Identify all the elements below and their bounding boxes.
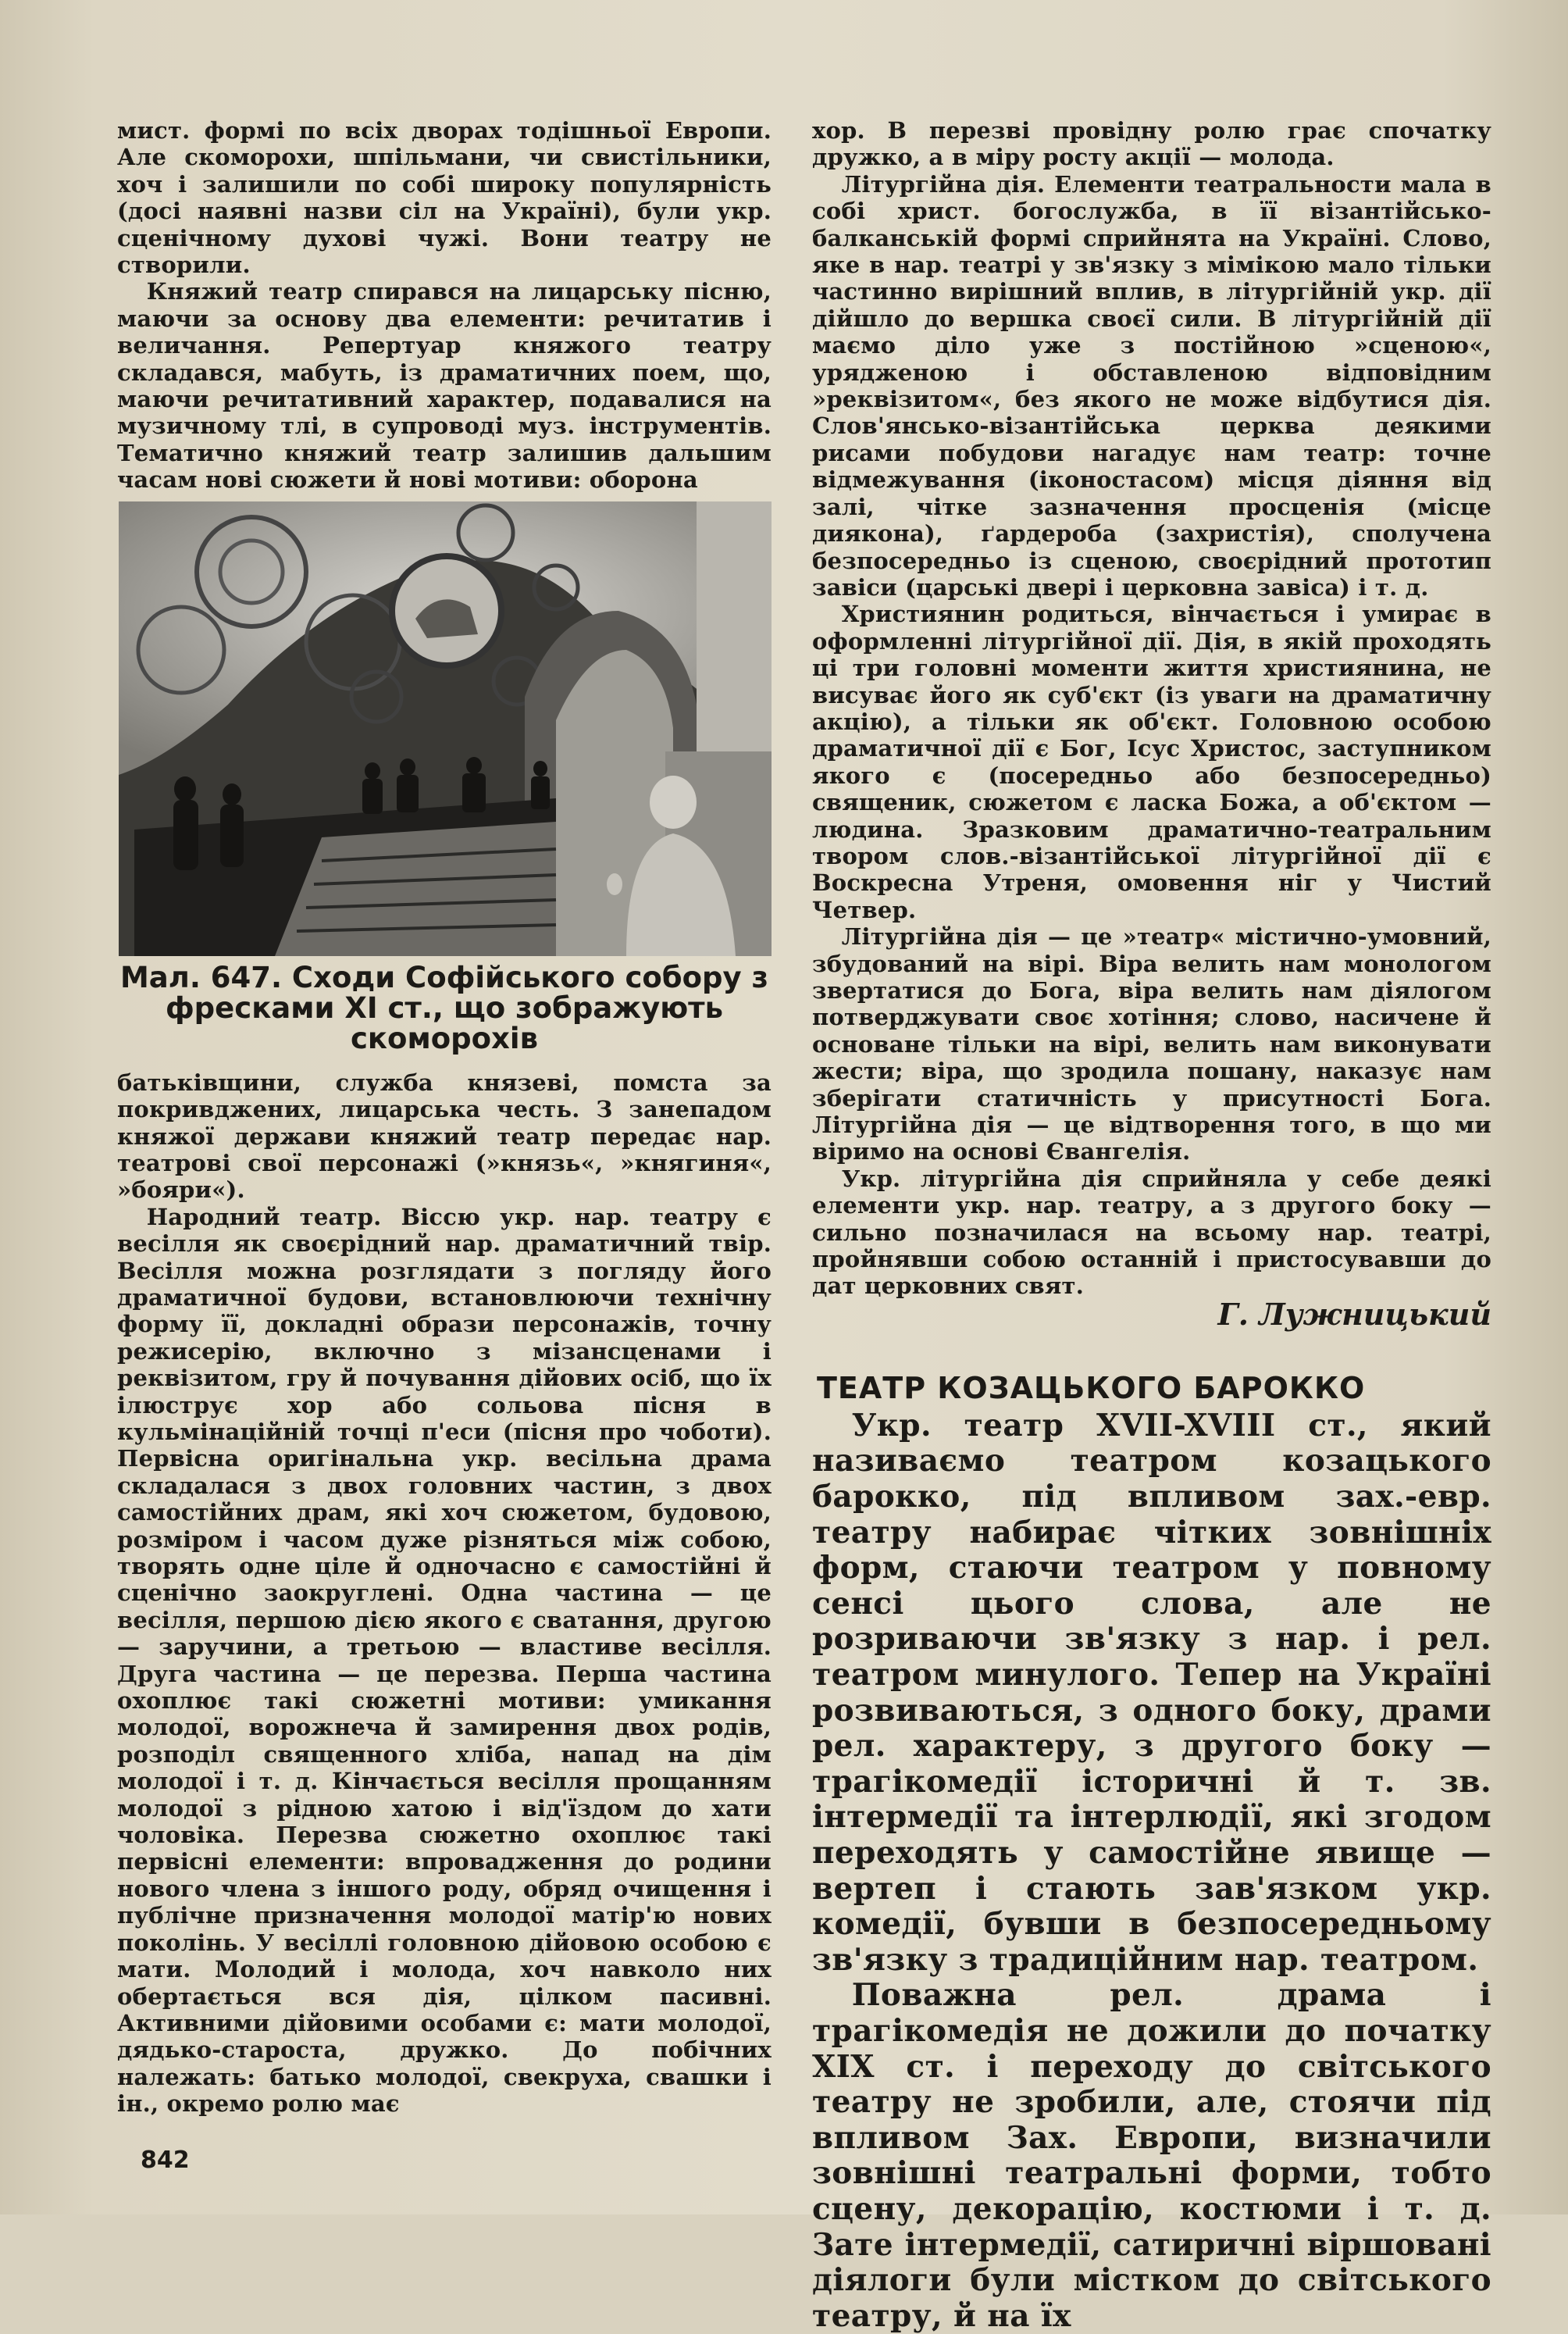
fresco-illustration xyxy=(119,501,772,956)
paragraph: Народний театр. Віссю укр. нар. театру є весілля як своєрідний нар. драматичний твір. Весілля можна розглядати з погляду його драматичної будови, встановлюючи технічну форму її, докладні образи персонажів, точну режисерію, включно з мізансценами і реквізитом, гру й почування дійових осіб, що їх ілюструє хор або сольова пісня в кульмінаційній точці п'еси (пісня про чоботи). Первісна оригінальна укр. весільна драма складалася з двох головних частин, з двох самостійних драм, які хоч сюжетом, будовою, розміром і часом дуже різняться між собою, творять одне ціле й одночасно є самостійні й сценічно заокруглені. Одна частина — це весілля, першою дією якого є сватання, другою — заручини, а третьою — властиве весілля. Друга частина — це перезва. Перша частина охоплює такі сюжетні мотиви: умикання молодої, ворожнеча й замирення двох родів, розподіл священного хліба, напад на дім молодої і т. д. Кінчається весілля прощанням молодої з рідною хатою і від'їздом до хати чоловіка. Перезва сюжетно охоплює такі первісні елементи: впровадження до родини нового члена з іншого роду, обряд очищення і публічне призначення молодої матір'ю нових поколінь. У весіллі головною дійовою особою є мати. Молодий і молода, хоч навколо них обертається вся дія, цілком пасивні. Активними дійовими особами є: мати молодої, дядько-староста, дружко. До побічних належать: батько молодої, свекруха, свашки і ін., окремо ролю має xyxy=(117,1203,772,2118)
right-column xyxy=(812,117,1491,2334)
section-body xyxy=(812,1408,1491,2334)
paragraph: мист. формі по всіх дворах тодішньої Европи. Але скоморохи, шпільмани, чи свистільники, хоч і залишили по собі широку популярність (досі наявні назви сіл на Україні), були укр. сценічному духові чужі. Вони театру не створили. xyxy=(117,117,772,279)
figure-caption: Мал. 647. Сходи Софійського собору з фресками XI ст., що зображують скоморохів xyxy=(119,960,769,1055)
paragraph: хор. В перезві провідну ролю грає спочатку дружко, а в міру росту акції — молода. xyxy=(812,117,1491,171)
paragraph: Літургійна дія — це »театр« містично-умовний, збудований на вірі. Віра велить нам монологом звертатися до Бога, віра велить нам діялогом потверджувати своє хотіння; слово, насичене й основане тільки на вірі, велить нам виконувати жести; віра, що зродила пошану, наказує нам зберігати статичність у присутності Бога. Літургійна дія — це відтворення того, в що ми віримо на основі Євангелія. xyxy=(812,923,1491,1165)
left-column xyxy=(117,117,772,2118)
paragraph: Літургійна дія. Елементи театральности мала в собі христ. богослужба, в її візантійсько-балканській формі сприйнята на Україні. Слово, яке в нар. театрі у зв'язку з мімікою мало тільки частинно вирішний вплив, в літургійній укр. дії дійшло до вершка своєї сили. В літургійній дії маємо діло уже з постійною »сценою«, урядженою і обставленою відповідним »реквізитом«, без якого не може відбутися дія. Слов'янсько-візантійська церква деякими рисами побудови нагадує нам театр: точне відмежування (іконостасом) місця діяння від залі, чітке зазначення просценія (місце диякона), ґардероба (захристія), сполучена безпосередньо із сценою, своєрідний прототип завіси (царські двері і церковна завіса) і т. д. xyxy=(812,170,1491,601)
paragraph: батьківщини, служба князеві, помста за покривджених, лицарська честь. З занепадом княжої держави княжий театр передає нар. театрові свої персонажі (»князь«, »княгиня«, »бояри«). xyxy=(117,1069,772,1204)
paragraph: Княжий театр спирався на лицарську пісню, маючи за основу два елементи: речитатив і величання. Репертуар княжого театру складався, мабуть, із драматичних поем, що, маючи речитативний характер, подавалися на музичному тлі, в супроводі муз. інструментів. Тематично княжий театр залишив дальшим часам нові сюжети й нові мотиви: оборона xyxy=(117,278,772,494)
section-title: ТЕАТР КОЗАЦЬКОГО БАРОККО xyxy=(817,1370,1366,1405)
fresco-photo xyxy=(119,501,772,956)
page-number: 842 xyxy=(141,2147,190,2174)
paragraph: Укр. літургійна дія сприйняла у себе деякі елементи укр. нар. театру, а з другого боку — сильно позначилася на всьому нар. театрі, пройнявши собою останній і пристосувавши до дат церковних свят. xyxy=(812,1165,1491,1300)
paragraph: Християнин родиться, вінчається і умирає в оформленні літургійної дії. Дія, в якій проходять ці три головні моменти життя християнина, не висуває його як суб'єкт (із уваги на драматичну акцію), а тільки як об'єкт. Головною особою драматичної дії є Бог, Ісус Христос, заступником якого є (посередньо або безпосередньо) священик, сюжетом є ласка Божа, а об'єктом — людина. Зразковим драматично-театральним твором слов.-візантійської літургійної дії є Воскресна Утреня, омовення ніг у Чистий Четвер. xyxy=(812,601,1491,923)
paragraph: Поважна рел. драма і трагікомедія не дожили до початку XIX ст. і переходу до світського театру не зробили, але, стоячи під впливом Зах. Европи, визначили зовнішні театральні форми, тобто сцену, декорацію, костюми і т. д. Зате інтермедії, сатиричні віршовані діялоги були містком до світського театру, й на їх xyxy=(812,1977,1491,2334)
author-signature: Г. Лужницький xyxy=(1217,1296,1491,1332)
paragraph: Укр. театр XVII-XVIII ст., який називаємо театром козацького барокко, під впливом зах.-евр. театру набирає чітких зовнішніх форм, стаючи театром у повному сенсі цього слова, але не розриваючи зв'язку з нар. і рел. театром минулого. Тепер на Україні розвиваються, з одного боку, драми рел. характеру, з другого боку — трагікомедії історичні й т. зв. інтермедії та інтерлюдії, які згодом переходять у самостійне явище — вертеп і стають зав'язком укр. комедії, бувши в безпосередньому зв'язку з традиційним нар. театром. xyxy=(812,1407,1491,1978)
